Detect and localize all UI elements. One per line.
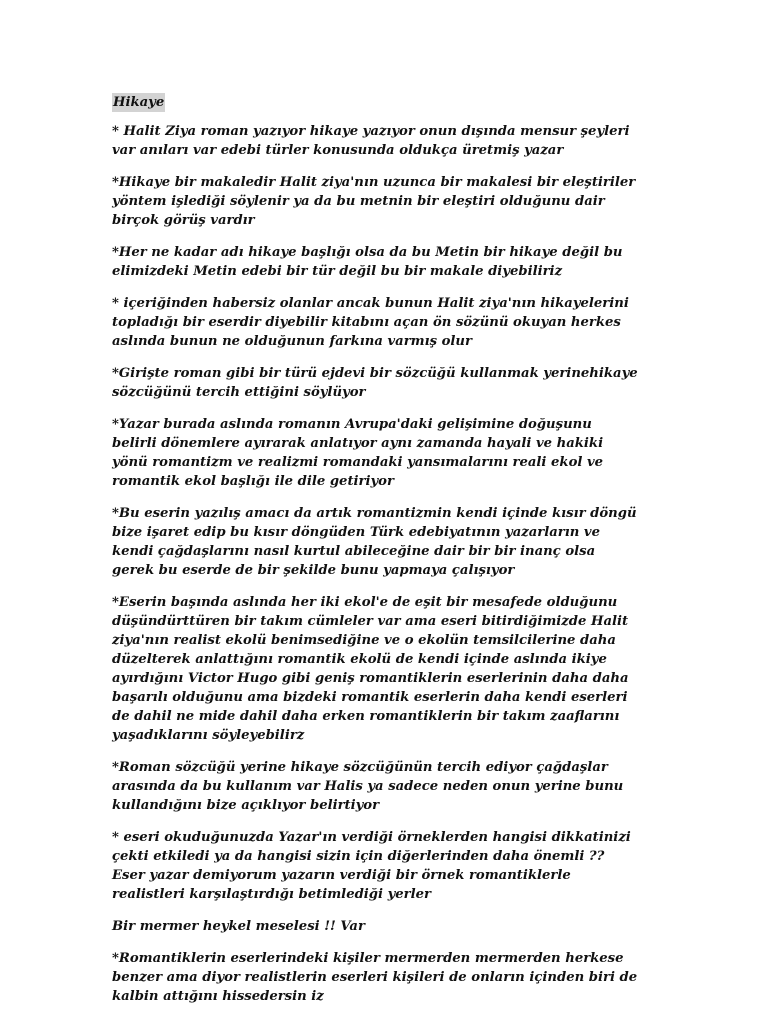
document-heading: Hikaye (113, 95, 165, 110)
paragraph-5: *Girişte roman gibi bir türü ejdevi bir sözcüğü kullanmak yerinehikaye sözcüğünü tercih ettiğini söylüyor (112, 366, 638, 400)
paragraph-1: * Halit Ziya roman yazıyor hikaye yazıyor onun dışında mensur şeyleri var anıları var edebi türler konusunda oldukça üretmiş yazar (112, 124, 630, 158)
paragraph-6: *Yazar burada aslında romanın Avrupa'daki gelişimine doğuşunu belirli dönemlere ayırarak anlatıyor aynı zamanda hayali ve hakiki yönü romantizm ve realizmi romandaki yansımalarını reali ekol ve romantik ekol başlığı ile dile getiriyor (112, 417, 604, 489)
paragraph-12: *Romantiklerin eserlerindeki kişiler mermerden mermerden herkese benzer ama diyor realistlerin eserleri kişileri de onların içinden biri de kalbin attığını hissedersin iz (112, 951, 638, 1004)
paragraph-3: *Her ne kadar adı hikaye başlığı olsa da bu Metin bir hikaye değil bu elimizdeki Metin edebi bir tür değil bu bir makale diyebiliriz (112, 245, 623, 279)
document-page (112, 93, 638, 1019)
paragraph-11: Bir mermer heykel meselesi !! Var (112, 919, 365, 934)
paragraph-2: *Hikaye bir makaledir Halit ziya'nın uzunca bir makalesi bir eleştiriler yöntem işlediği söylenir ya da bu metnin bir eleştiri olduğunu dair birçok görüş vardır (112, 175, 636, 228)
paragraph-7: *Bu eserin yazılış amacı da artık romantizmin kendi içinde kısır döngü bize işaret edip bu kısır döngüden Türk edebiyatının yazarların ve kendi çağdaşlarını nasıl kurtul abileceğine dair bir bir inanç olsa gerek bu eserde de bir şekilde bunu yapmaya çalışıyor (112, 506, 637, 578)
paragraph-8: *Eserin başında aslında her iki ekol'e de eşit bir mesafede olduğunu düşündürttüren bir takım cümleler var ama eseri bitirdiğimizde Halit ziya'nın realist ekolü benimsediğine ve o ekolün temsilcilerine daha düzelterek anlattığını romantik ekolü de kendi içinde aslında ikiye ayırdığını Victor Hugo gibi geniş romantiklerin eserlerinin daha daha başarılı olduğunu ama bizdeki romantik eserlerin daha kendi eserleri de dahil ne mide dahil daha erken romantiklerin bir takım zaaflarını yaşadıklarını söyleyebilirz (112, 595, 629, 743)
paragraph-9: *Roman sözcüğü yerine hikaye sözcüğünün tercih ediyor çağdaşlar arasında da bu kullanım var Halis ya sadece neden onun yerine bunu kullandığını bize açıklıyor belirtiyor (112, 760, 624, 813)
paragraph-10: * eseri okuduğunuzda Yazar'ın verdiği örneklerden hangisi dikkatinizi çekti etkiledi ya da hangisi sizin için diğerlerinden daha önemli ?? Eser yazar demiyorum yazarın verdiği bir örnek romantiklerle realistleri karşılaştırdığı betimlediği yerler (112, 830, 631, 902)
paragraph-4: * içeriğinden habersiz olanlar ancak bunun Halit ziya'nın hikayelerini topladığı bir eserdir diyebilir kitabını açan ön sözünü okuyan herkes aslında bunun ne olduğunun farkına varmış olur (112, 296, 629, 349)
